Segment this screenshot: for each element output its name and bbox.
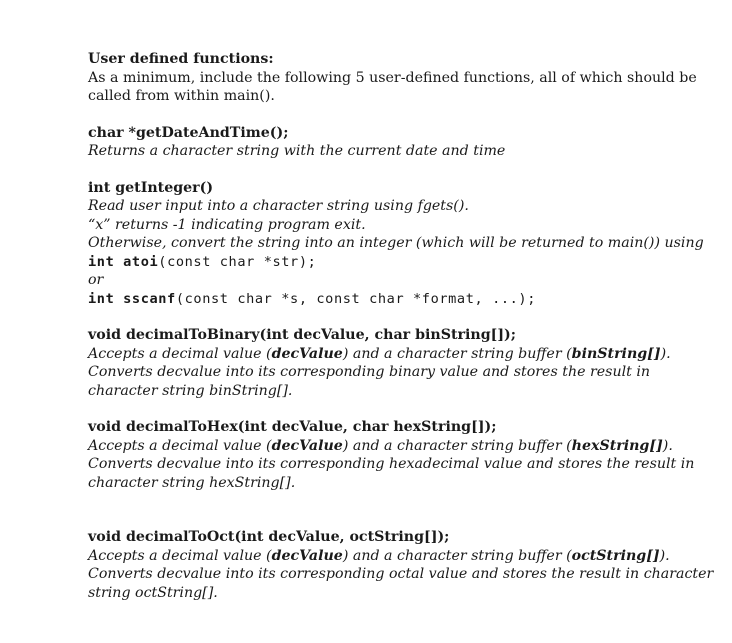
fn-decimaltohex-signature: void decimalToHex(int decValue, char hexString[]); — [88, 419, 497, 435]
fn-decimaltobinary-desc-1 — [88, 345, 688, 364]
desc-text: ) and a character string buffer ( — [342, 437, 572, 454]
code-atoi-keyword: int atoi — [88, 253, 159, 270]
desc-text: Accepts a decimal value ( — [88, 345, 272, 362]
fn-decimaltobinary-desc-2: Converts decvalue into its corresponding binary value and stores the result in — [88, 364, 651, 380]
fn-decimaltobinary-signature: void decimalToBinary(int decValue, char binString[]); — [88, 327, 516, 343]
code-sscanf — [88, 290, 688, 309]
intro-line-2: called from within main(). — [88, 88, 275, 104]
or-label: or — [88, 272, 104, 288]
desc-text: ) and a character string buffer ( — [342, 345, 572, 362]
code-sscanf-args: (const char *s, const char *format, ...); — [175, 290, 536, 307]
intro-line-1: As a minimum, include the following 5 user-defined functions, all of which should be — [88, 69, 697, 86]
fn-getinteger-desc-3: Otherwise, convert the string into an integer (which will be returned to main()) using — [88, 235, 704, 251]
desc-text: Accepts a decimal value ( — [88, 547, 272, 564]
fn-decimaltooct-desc-1 — [88, 547, 688, 566]
param-decvalue: decValue — [271, 547, 343, 564]
param-decvalue: decValue — [271, 437, 343, 454]
code-atoi — [88, 253, 688, 272]
fn-decimaltooct-signature: void decimalToOct(int decValue, octString[]); — [88, 529, 450, 545]
desc-text: ). — [660, 345, 671, 362]
param-binstring: binString[] — [571, 345, 661, 362]
fn-decimaltohex-desc-3: character string hexString[]. — [88, 474, 296, 491]
desc-text: Accepts a decimal value ( — [88, 437, 272, 454]
section-heading: User defined functions: — [88, 51, 274, 67]
desc-text: ). — [659, 547, 670, 564]
fn-decimaltohex-desc-2: Converts decvalue into its corresponding hexadecimal value and stores the result in — [88, 456, 695, 472]
fn-getinteger-desc-1: Read user input into a character string using fgets(). — [88, 198, 469, 214]
document-page — [88, 50, 714, 602]
code-atoi-args: (const char *str); — [158, 253, 317, 270]
fn-getinteger-desc-2: “x” returns -1 indicating program exit. — [88, 216, 366, 233]
fn-getdateandtime-desc: Returns a character string with the current date and time — [88, 143, 506, 159]
fn-decimaltooct-desc-3: string octString[]. — [88, 584, 218, 601]
param-octstring: octString[] — [571, 547, 660, 564]
param-hexstring: hexString[] — [571, 437, 663, 454]
fn-getdateandtime-signature: char *getDateAndTime(); — [88, 124, 289, 141]
fn-getinteger-signature: int getInteger() — [88, 179, 214, 196]
desc-text: ). — [662, 437, 673, 454]
fn-decimaltooct-desc-2: Converts decvalue into its corresponding octal value and stores the result in character — [88, 566, 714, 582]
fn-decimaltohex-desc-1 — [88, 437, 688, 456]
fn-decimaltobinary-desc-3: character string binString[]. — [88, 382, 293, 399]
code-sscanf-keyword: int sscanf — [88, 290, 176, 307]
param-decvalue: decValue — [271, 345, 343, 362]
desc-text: ) and a character string buffer ( — [342, 547, 572, 564]
